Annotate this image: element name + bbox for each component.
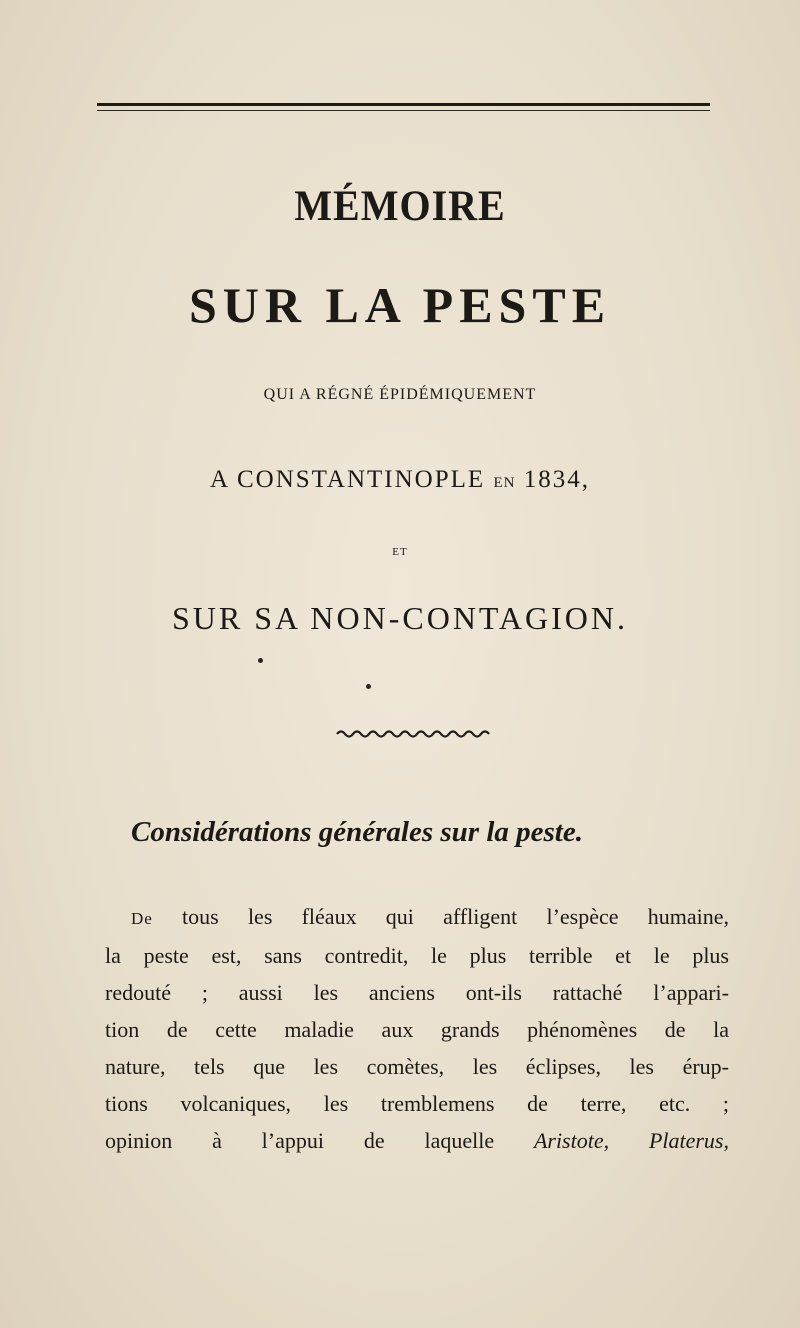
title-year: 1834, — [515, 466, 590, 493]
ink-spot — [258, 658, 263, 663]
body-line-2: la peste est, sans contredit, le plus terrible et le plus — [105, 943, 729, 968]
drop-word: De — [131, 909, 153, 928]
body-line — [105, 1122, 729, 1159]
bleed-through-text — [70, 130, 800, 166]
header-double-rule — [97, 103, 710, 113]
body-line-1: tous les fléaux qui affligent l’espèce humaine, — [152, 904, 729, 929]
thin-rule — [97, 110, 710, 111]
title-constantinople-main: A CONSTANTINOPLE — [210, 466, 494, 493]
body-paragraph — [105, 898, 729, 1159]
thick-rule — [97, 103, 710, 106]
body-line-3: redouté ; aussi les anciens ont-ils rattaché l’appari- — [105, 980, 729, 1005]
body-line-4: tion de cette maladie aux grands phénomènes de la — [105, 1017, 729, 1042]
body-line-7a: opinion à l’appui de laquelle — [105, 1128, 534, 1153]
title-et: ET — [392, 546, 408, 558]
body-line-6: tions volcaniques, les tremblemens de terre, etc. ; — [105, 1091, 729, 1116]
title-qui-a-regne: QUI A RÉGNÉ ÉPIDÉMIQUEMENT — [263, 386, 537, 403]
title-non-contagion: SUR SA NON-CONTAGION. — [171, 600, 628, 636]
title-sur-la-peste: SUR LA PESTE — [188, 277, 612, 333]
wavy-ornament — [335, 728, 495, 740]
ink-spot — [366, 684, 371, 689]
title-en: EN — [493, 475, 516, 491]
body-line-7b: Aristote, Platerus, — [533, 1128, 729, 1153]
section-heading: Considérations générales sur la peste. — [131, 816, 583, 848]
body-line — [105, 898, 729, 937]
body-line-5: nature, tels que les comètes, les éclipses, les érup- — [105, 1054, 729, 1079]
title-memoire: MÉMOIRE — [294, 181, 506, 230]
title-constantinople — [0, 466, 800, 494]
